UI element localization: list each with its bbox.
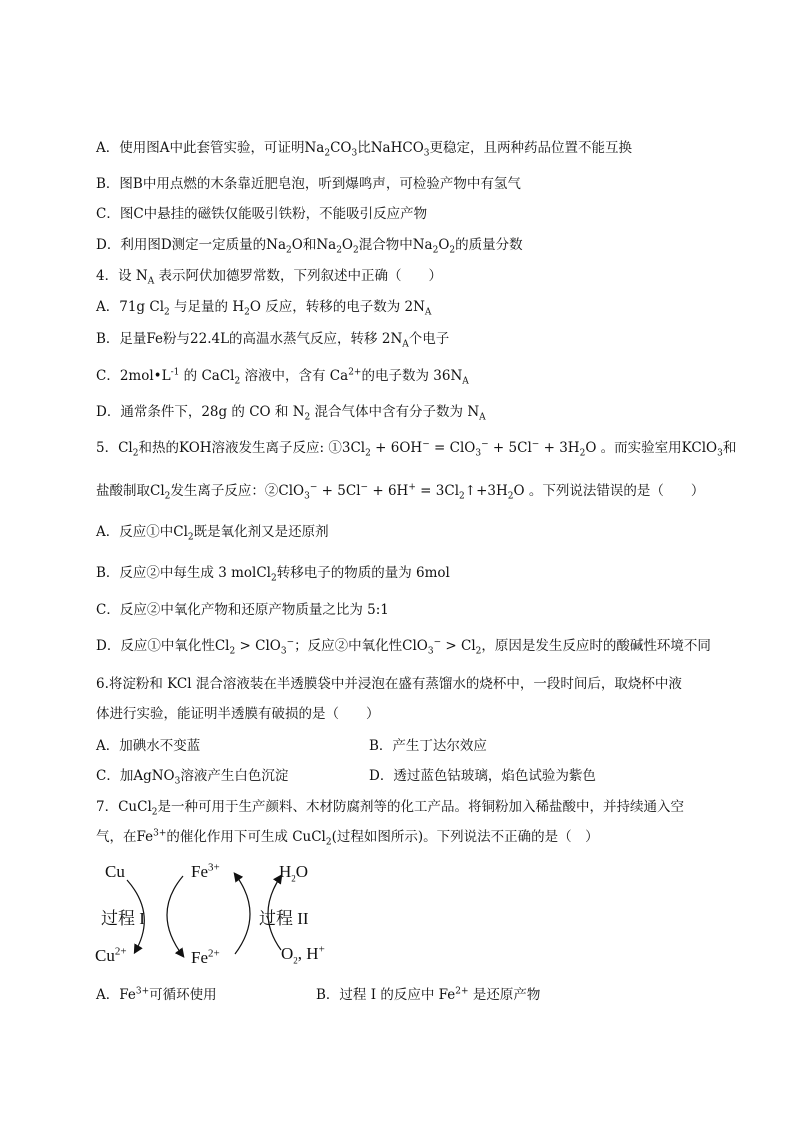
q4-stem: 4．设 $N_A$ 表示阿伏加德罗常数，下列叙述中正确（ ） xyxy=(96,268,442,287)
q7-option-a: A．$Fe^{3+}$可循环使用 xyxy=(96,986,217,1003)
label-process-2: 过程 II xyxy=(259,909,309,928)
catalytic-cycle-diagram xyxy=(95,852,335,982)
q3-option-c: C．图C中悬挂的磁铁仅能吸引铁粉，不能吸引反应产物 xyxy=(96,206,428,222)
q5-option-a: A．反应①中$Cl_2$既是氧化剂又是还原剂 xyxy=(96,524,329,543)
label-cu: Cu xyxy=(105,862,125,881)
q6-option-c: C．加AgNO$_3$溶液产生白色沉淀 xyxy=(96,768,289,787)
arc-fe3-to-fe2 xyxy=(167,876,183,956)
q4-option-d: D．通常条件下，28g 的 CO 和 $N_2$ 混合气体中含有分子数为 $N_A$ xyxy=(96,404,486,423)
q6-option-d: D．透过蓝色钴玻璃，焰色试验为紫色 xyxy=(369,768,596,784)
q3-option-b: B．图B中用点燃的木条靠近肥皂泡，听到爆鸣声，可检验产物中有氢气 xyxy=(96,176,521,192)
q7-option-b: B．过程 I 的反应中 $Fe^{2+}$ 是还原产物 xyxy=(316,986,541,1003)
q3-option-a: A．使用图A中此套管实验，可证明$Na_2CO_3$比NaHCO$_3$更稳定，且两种药品位置不能互换 xyxy=(96,140,632,159)
q6-option-b: B．产生丁达尔效应 xyxy=(369,738,487,754)
q4-option-a: A．71g $Cl_2$ 与足量的 $H_2O$ 反应，转移的电子数为 $2N_A$ xyxy=(96,299,432,318)
q5-stem-line2: 盐酸制取$Cl_2$发生离子反应：②ClO$_3$− + $5Cl^- + 6H^+ = 3Cl_2↑+3H_2O$ 。下列说法错误的是（ ） xyxy=(96,482,705,502)
label-process-1: 过程 I xyxy=(101,909,145,928)
label-h2o: $H_2O$ xyxy=(279,862,309,884)
q4-option-c: C．$2mol•L^{-1}$ 的 CaCl$_2$ 溶液中，含有 $Ca^{2+}$的电子数为 $36N_A$ xyxy=(96,367,469,387)
q5-option-c: C．反应②中氧化产物和还原产物质量之比为 5:1 xyxy=(96,602,389,618)
q6-stem-line1: 6.将淀粉和 KCl 混合溶液装在半透膜袋中并浸泡在盛有蒸馏水的烧杯中，一段时间后，取烧杯中液 xyxy=(96,676,682,692)
q6-option-a: A．加碘水不变蓝 xyxy=(96,738,201,754)
q7-stem-line2: 气，在$Fe^{3+}$的催化作用下可生成 CuCl$_2$(过程如图所示)。下列说法不正确的是（ ） xyxy=(96,828,599,848)
q3-option-d: D．利用图D测定一定质量的$Na_2O$和$Na_2O_2$混合物中$Na_2O_2$的质量分数 xyxy=(96,237,523,256)
q5-option-b: B．反应②中每生成 3 molCl$_2$转移电子的物质的量为 6mol xyxy=(96,565,450,584)
arc-fe2-to-fe3 xyxy=(235,874,250,954)
q5-stem-line1: 5．$Cl_2$和热的KOH溶液发生离子反应: $①3Cl_2 + 6OH^- = ClO_3^- + 5Cl^- + 3H_2O$ 。而实验室用KClO$_3$和 xyxy=(96,439,737,459)
label-o2-h: $O_2$, H+ xyxy=(281,943,325,966)
q7-stem-line1: 7．CuCl$_2$是一种可用于生产颜料、木材防腐剂等的化工产品。将铜粉加入稀盐酸中，并持续通入空 xyxy=(96,799,684,818)
label-fe3: $Fe^{3+}$ xyxy=(191,861,220,881)
label-cu2: $Cu^{2+}$ xyxy=(95,945,127,965)
label-fe2: $Fe^{2+}$ xyxy=(191,947,220,967)
q6-stem-line2: 体进行实验，能证明半透膜有破损的是（ ） xyxy=(96,706,380,722)
q5-option-d: D．反应①中氧化性$Cl_2 > ClO_3^-$；反应②中氧化性$ClO_3^- > Cl_2$，原因是发生反应时的酸碱性环境不同 xyxy=(96,637,711,657)
q4-option-b: B．足量Fe粉与22.4L的高温水蒸气反应，转移 $2N_A$个电子 xyxy=(96,331,450,350)
